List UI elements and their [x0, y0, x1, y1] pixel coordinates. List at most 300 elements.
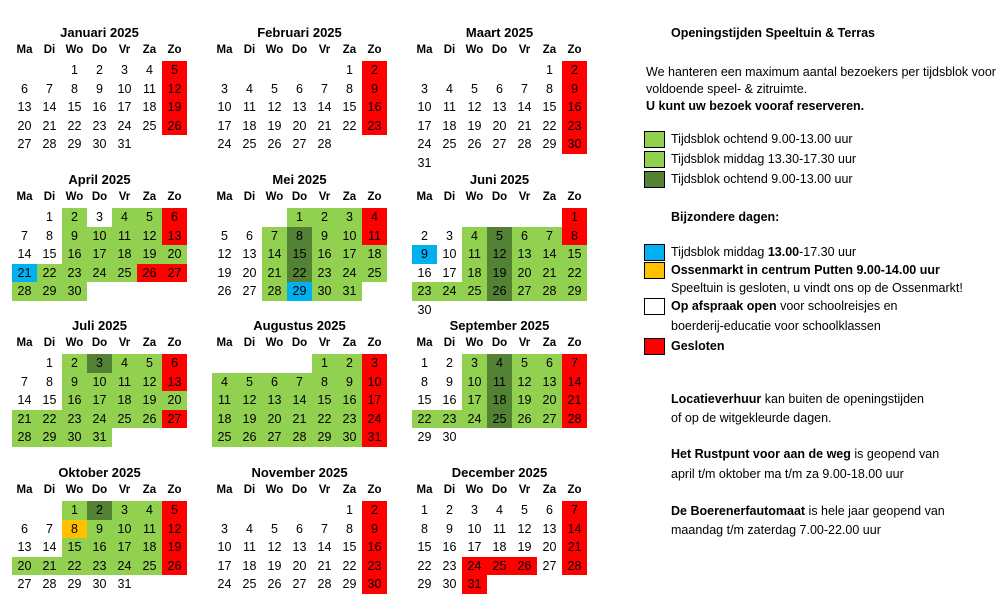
calendar-day: 5: [471, 81, 478, 96]
calendar-day: 27: [537, 410, 562, 429]
calendar-day: 10: [467, 521, 482, 536]
calendar-day: 10: [87, 227, 112, 246]
calendar-day: 9: [446, 521, 453, 536]
weekday-header: [12, 481, 187, 499]
calendar-day: 13: [292, 540, 307, 554]
calendar-day: 5: [137, 208, 162, 227]
calendar-day: 29: [67, 577, 82, 591]
calendar-day: 12: [237, 391, 262, 410]
calendar-day: 28: [262, 282, 287, 301]
calendar-day: 1: [421, 503, 428, 517]
weekday-label: Wo: [65, 484, 84, 496]
weekday-label: Za: [342, 44, 357, 56]
calendar-day: 11: [112, 227, 137, 246]
rental-line-1: [671, 391, 924, 408]
calendar-day: 21: [37, 557, 62, 576]
calendar-day: 2: [337, 354, 362, 373]
legend-white-rest: voor schoolreisjes en: [776, 299, 898, 313]
calendar-day: 15: [342, 540, 357, 554]
weekday-label: Do: [291, 191, 308, 203]
calendar-day: 16: [312, 245, 337, 264]
weekday-label: Zo: [567, 191, 582, 203]
legend-swatch-morning: [644, 131, 665, 148]
calendar-day: 18: [242, 118, 257, 133]
calendar-day: 16: [337, 391, 362, 410]
calendar-day: 12: [162, 520, 187, 539]
calendar-day: 6: [21, 521, 28, 536]
calendar-day: 24: [417, 137, 432, 151]
calendar-day: 15: [562, 245, 587, 264]
weekday-header: [212, 188, 387, 206]
calendar-day: 14: [17, 393, 32, 407]
calendar-day: 2: [421, 228, 428, 243]
calendar-day: 10: [362, 373, 387, 392]
calendar-day: 15: [312, 391, 337, 410]
calendar-day: 18: [442, 118, 457, 133]
calendar-day: 25: [142, 118, 157, 133]
calendar-day: 10: [217, 540, 232, 554]
calendar-day: 7: [46, 521, 53, 536]
calendar-day: 20: [162, 391, 187, 410]
calendar-day: 8: [46, 374, 53, 389]
month-title: Oktober 2025: [58, 465, 141, 480]
calendar-day: 14: [42, 540, 57, 554]
calendar-day: 28: [562, 557, 587, 576]
calendar-day: 8: [312, 373, 337, 392]
month-december-2025: [412, 465, 587, 605]
calendar-day: 1: [346, 63, 353, 77]
calendar-day: 21: [562, 391, 587, 410]
calendar-day: 14: [562, 520, 587, 539]
calendar-day: 30: [312, 282, 337, 301]
month-augustus-2025: [212, 318, 387, 458]
weekday-label: Di: [443, 337, 456, 349]
calendar-day: 19: [137, 245, 162, 264]
calendar-day: 5: [512, 354, 537, 373]
calendar-day: 16: [442, 393, 457, 407]
weekday-label: Za: [542, 484, 557, 496]
calendar-day: 31: [417, 155, 432, 170]
month-title: April 2025: [68, 172, 131, 187]
calendar-day: 30: [362, 575, 387, 594]
calendar-day: 23: [362, 117, 387, 136]
calendar-day: 17: [442, 265, 457, 280]
calendar-day: 6: [537, 354, 562, 373]
calendar-day: 13: [17, 540, 32, 554]
weekday-label: Do: [291, 484, 308, 496]
calendar-day: 15: [542, 100, 557, 114]
calendar-day: 29: [542, 137, 557, 151]
calendar-day: 29: [287, 282, 312, 301]
weekday-label: Ma: [16, 44, 33, 56]
calendar-day: 27: [162, 410, 187, 429]
weekday-label: Zo: [367, 484, 382, 496]
legend-orange: Ossenmarkt in centrum Putten 9.00-14.00 uur: [671, 263, 940, 277]
calendar-day: 14: [562, 373, 587, 392]
calendar-day: 12: [137, 227, 162, 246]
weekday-label: Za: [142, 337, 157, 349]
weekday-label: Ma: [416, 337, 433, 349]
calendar-day: 28: [562, 410, 587, 429]
calendar-day: 16: [362, 98, 387, 117]
calendar-day: 25: [487, 410, 512, 429]
weekday-label: Do: [91, 484, 108, 496]
calendar-day: 19: [517, 540, 532, 554]
calendar-day: 30: [442, 430, 457, 444]
month-title: Juli 2025: [72, 318, 127, 333]
legend-blue-post: -17.30 uur: [799, 245, 857, 259]
calendar-day: 16: [62, 245, 87, 264]
calendar-day: 24: [462, 410, 487, 429]
calendar-day: 24: [117, 118, 132, 133]
weekday-label: Za: [542, 337, 557, 349]
weekday-label: Di: [443, 44, 456, 56]
weekday-label: Do: [91, 44, 108, 56]
calendar-day: 22: [312, 410, 337, 429]
month-title: Mei 2025: [272, 172, 327, 187]
calendar-day: 23: [62, 410, 87, 429]
month-title: Januari 2025: [60, 25, 139, 40]
calendar-day: 28: [317, 577, 332, 591]
calendar-day: 19: [162, 538, 187, 557]
weekday-header: [412, 188, 587, 206]
calendar-day: 16: [562, 98, 587, 117]
calendar-day: 28: [42, 137, 57, 151]
weekday-label: Za: [142, 44, 157, 56]
calendar-day: 3: [96, 210, 103, 224]
weekday-label: Wo: [65, 191, 84, 203]
weekday-label: Vr: [318, 337, 331, 349]
calendar-day: 20: [242, 265, 257, 280]
calendar-day: 30: [417, 302, 432, 317]
calendar-day: 8: [421, 374, 428, 389]
calendar-day: 11: [243, 100, 256, 114]
calendar-day: 1: [312, 354, 337, 373]
calendar-day: 10: [112, 520, 137, 539]
calendar-day: 25: [212, 428, 237, 447]
weekday-label: Di: [243, 337, 256, 349]
weekday-label: Ma: [216, 484, 233, 496]
calendar-day: 9: [362, 80, 387, 99]
rustpunt-line-2: april t/m oktober ma t/m za 9.00-18.00 uur: [671, 467, 904, 481]
legend-swatch-white: [644, 298, 665, 315]
special-days-title: Bijzondere dagen:: [671, 210, 780, 224]
weekday-label: Za: [542, 44, 557, 56]
weekday-label: Di: [443, 191, 456, 203]
calendar-day: 16: [87, 538, 112, 557]
calendar-day: 17: [87, 391, 112, 410]
calendar-day: 13: [162, 373, 187, 392]
legend-blue-pre: Tijdsblok middag: [671, 245, 768, 259]
calendar-day: 7: [521, 81, 528, 96]
weekday-label: Zo: [367, 44, 382, 56]
calendar-day: 9: [337, 373, 362, 392]
calendar-day: 12: [467, 100, 482, 114]
calendar-day: 17: [87, 245, 112, 264]
weekday-label: Ma: [16, 337, 33, 349]
weekday-label: Wo: [265, 191, 284, 203]
weekday-label: Do: [491, 484, 508, 496]
weekday-label: Za: [542, 191, 557, 203]
weekday-label: Do: [491, 337, 508, 349]
calendar-day: 6: [296, 81, 303, 96]
calendar-day: 24: [362, 410, 387, 429]
calendar-day: 18: [137, 538, 162, 557]
weekday-label: Di: [43, 191, 56, 203]
calendar-day: 19: [137, 391, 162, 410]
calendar-day: 26: [137, 264, 162, 283]
calendar-day: 20: [542, 540, 557, 554]
rental-bold: Locatieverhuur: [671, 392, 762, 406]
calendar-day: 28: [12, 428, 37, 447]
month-title: Augustus 2025: [253, 318, 346, 333]
calendar-day: 16: [417, 265, 432, 280]
calendar-day: 10: [87, 373, 112, 392]
calendar-day: 31: [462, 575, 487, 594]
calendar-day: 15: [287, 245, 312, 264]
weekday-label: Vr: [518, 44, 531, 56]
calendar-day: 3: [446, 228, 453, 243]
calendar-day: 10: [117, 81, 132, 96]
calendar-day: 7: [262, 227, 287, 246]
calendar-day: 11: [493, 521, 506, 536]
weekday-label: Zo: [367, 191, 382, 203]
calendar-day: 19: [237, 410, 262, 429]
calendar-day: 16: [442, 540, 457, 554]
month-januari-2025: [12, 25, 187, 165]
calendar-day: 28: [517, 137, 532, 151]
calendar-day: 12: [267, 100, 282, 114]
legend-swatch-orange: [644, 262, 665, 279]
weekday-header: [212, 334, 387, 352]
calendar-day: 3: [337, 208, 362, 227]
calendar-day: 30: [62, 282, 87, 301]
calendar-day: 6: [546, 503, 553, 517]
calendar-day: 26: [512, 557, 537, 576]
weekday-label: Do: [491, 191, 508, 203]
calendar-day: 27: [292, 577, 307, 591]
calendar-day: 13: [292, 100, 307, 114]
weekday-label: Di: [243, 44, 256, 56]
calendar-day: 5: [162, 501, 187, 520]
calendar-day: 21: [517, 118, 532, 133]
calendar-day: 25: [112, 264, 137, 283]
calendar-day: 21: [42, 118, 57, 133]
calendar-day: 4: [362, 208, 387, 227]
calendar-day: 18: [112, 391, 137, 410]
month-juni-2025: [412, 172, 587, 317]
calendar-day: 4: [487, 354, 512, 373]
calendar-day: 7: [46, 81, 53, 96]
weekday-label: Ma: [416, 191, 433, 203]
weekday-label: Do: [491, 44, 508, 56]
calendar-day: 18: [112, 245, 137, 264]
calendar-day: 4: [462, 227, 487, 246]
calendar-day: 12: [517, 521, 532, 536]
calendar-day: 9: [62, 373, 87, 392]
month-title: Maart 2025: [465, 25, 534, 40]
weekday-label: Ma: [16, 191, 33, 203]
legend-swatch-red: [644, 338, 665, 355]
calendar-day: 18: [212, 410, 237, 429]
weekday-label: Wo: [265, 337, 284, 349]
month-title: November 2025: [251, 465, 348, 480]
calendar-day: 11: [443, 100, 456, 114]
weekday-label: Ma: [216, 337, 233, 349]
calendar-day: 1: [562, 208, 587, 227]
calendar-day: 15: [62, 538, 87, 557]
weekday-label: Vr: [118, 191, 131, 203]
calendar-day: 29: [37, 282, 62, 301]
weekday-label: Vr: [518, 191, 531, 203]
calendar-day: 11: [212, 391, 237, 410]
weekday-header: [12, 188, 187, 206]
month-maart-2025: [412, 25, 587, 170]
calendar-day: 4: [496, 503, 503, 517]
calendar-day: 17: [417, 118, 432, 133]
calendar-day: 12: [267, 540, 282, 554]
weekday-label: Wo: [65, 337, 84, 349]
calendar-day: 22: [37, 264, 62, 283]
calendar-day: 1: [46, 210, 53, 224]
calendar-day: 15: [67, 100, 82, 114]
weekday-label: Wo: [465, 337, 484, 349]
calendar-day: 13: [537, 373, 562, 392]
rental-line-2: of op de witgekleurde dagen.: [671, 411, 832, 425]
calendar-day: 28: [317, 137, 332, 151]
calendar-day: 29: [417, 577, 432, 591]
weekday-label: Vr: [518, 484, 531, 496]
weekday-label: Vr: [318, 191, 331, 203]
month-mei-2025: [212, 172, 387, 312]
weekday-label: Zo: [567, 337, 582, 349]
calendar-day: 19: [487, 264, 512, 283]
calendar-day: 19: [267, 558, 282, 573]
weekday-label: Za: [142, 484, 157, 496]
weekday-label: Za: [342, 484, 357, 496]
calendar-day: 11: [362, 227, 387, 246]
calendar-day: 17: [112, 538, 137, 557]
month-juli-2025: [12, 318, 187, 458]
calendar-day: 7: [21, 374, 28, 389]
calendar-day: 26: [267, 577, 282, 591]
calendar-day: 18: [492, 540, 507, 554]
calendar-day: 31: [362, 428, 387, 447]
calendar-day: 3: [462, 354, 487, 373]
weekday-label: Wo: [465, 191, 484, 203]
calendar-day: 29: [417, 430, 432, 444]
calendar-day: 25: [242, 577, 257, 591]
calendar-day: 8: [346, 521, 353, 536]
calendar-day: 4: [146, 63, 153, 77]
calendar-day: 22: [62, 557, 87, 576]
calendar-day: 11: [143, 81, 156, 96]
calendar-day: 16: [92, 100, 107, 114]
calendar-day: 3: [112, 501, 137, 520]
rental-rest: kan buiten de openingstijden: [761, 392, 924, 406]
calendar-day: 9: [562, 80, 587, 99]
calendar-day: 5: [271, 81, 278, 96]
automaat-rest: is hele jaar geopend van: [805, 504, 945, 518]
weekday-label: Vr: [118, 337, 131, 349]
weekday-label: Wo: [465, 484, 484, 496]
calendar-day: 3: [421, 81, 428, 96]
calendar-day: 24: [87, 410, 112, 429]
calendar-day: 4: [246, 81, 253, 96]
calendar-day: 2: [446, 503, 453, 517]
rustpunt-rest: is geopend van: [850, 447, 940, 461]
legend-dark: Tijdsblok ochtend 9.00-13.00 uur: [671, 172, 853, 186]
month-title: Juni 2025: [469, 172, 530, 187]
calendar-day: 17: [462, 391, 487, 410]
calendar-day: 8: [287, 227, 312, 246]
intro-line-2: voldoende speel- & zitruimte.: [646, 82, 808, 96]
calendar-day: 14: [17, 247, 32, 261]
calendar-day: 26: [137, 410, 162, 429]
calendar-day: 23: [62, 264, 87, 283]
calendar-day: 26: [487, 282, 512, 301]
legend-red: Gesloten: [671, 339, 725, 353]
calendar-day: 31: [117, 577, 132, 591]
calendar-day: 27: [542, 558, 557, 573]
calendar-day: 7: [21, 228, 28, 243]
weekday-label: Ma: [416, 484, 433, 496]
calendar-day: 13: [162, 227, 187, 246]
calendar-day: 3: [471, 503, 478, 517]
calendar-day: 22: [342, 558, 357, 573]
calendar-day: 7: [562, 501, 587, 520]
calendar-day: 27: [292, 137, 307, 151]
calendar-day: 7: [287, 373, 312, 392]
calendar-day: 4: [137, 501, 162, 520]
calendar-day: 20: [262, 410, 287, 429]
calendar-day: 3: [87, 354, 112, 373]
calendar-day: 6: [246, 228, 253, 243]
weekday-header: [412, 334, 587, 352]
rustpunt-bold: Het Rustpunt voor aan de weg: [671, 447, 851, 461]
legend-white-line2: boerderij-educatie voor schoolklassen: [671, 319, 881, 333]
calendar-day: 20: [17, 118, 32, 133]
calendar-day: 26: [162, 117, 187, 136]
calendar-day: 26: [162, 557, 187, 576]
calendar-day: 3: [121, 63, 128, 77]
calendar-day: 11: [112, 373, 137, 392]
calendar-day: 26: [217, 284, 232, 298]
calendar-day: 16: [362, 538, 387, 557]
calendar-day: 8: [46, 228, 53, 243]
calendar-day: 5: [137, 354, 162, 373]
calendar-day: 24: [217, 137, 232, 151]
calendar-day: 8: [562, 227, 587, 246]
calendar-day: 9: [62, 227, 87, 246]
calendar-day: 2: [362, 61, 387, 80]
calendar-day: 26: [237, 428, 262, 447]
calendar-day: 6: [262, 373, 287, 392]
calendar-day: 8: [71, 81, 78, 96]
month-september-2025: [412, 318, 587, 458]
weekday-header: [12, 334, 187, 352]
calendar-day: 24: [337, 264, 362, 283]
calendar-day: 24: [87, 264, 112, 283]
calendar-day: 11: [487, 373, 512, 392]
calendar-day: 10: [337, 227, 362, 246]
month-oktober-2025: [12, 465, 187, 605]
weekday-label: Ma: [216, 44, 233, 56]
weekday-label: Di: [43, 44, 56, 56]
calendar-day: 1: [421, 356, 428, 370]
legend-white: [671, 298, 898, 315]
calendar-day: 24: [217, 577, 232, 591]
